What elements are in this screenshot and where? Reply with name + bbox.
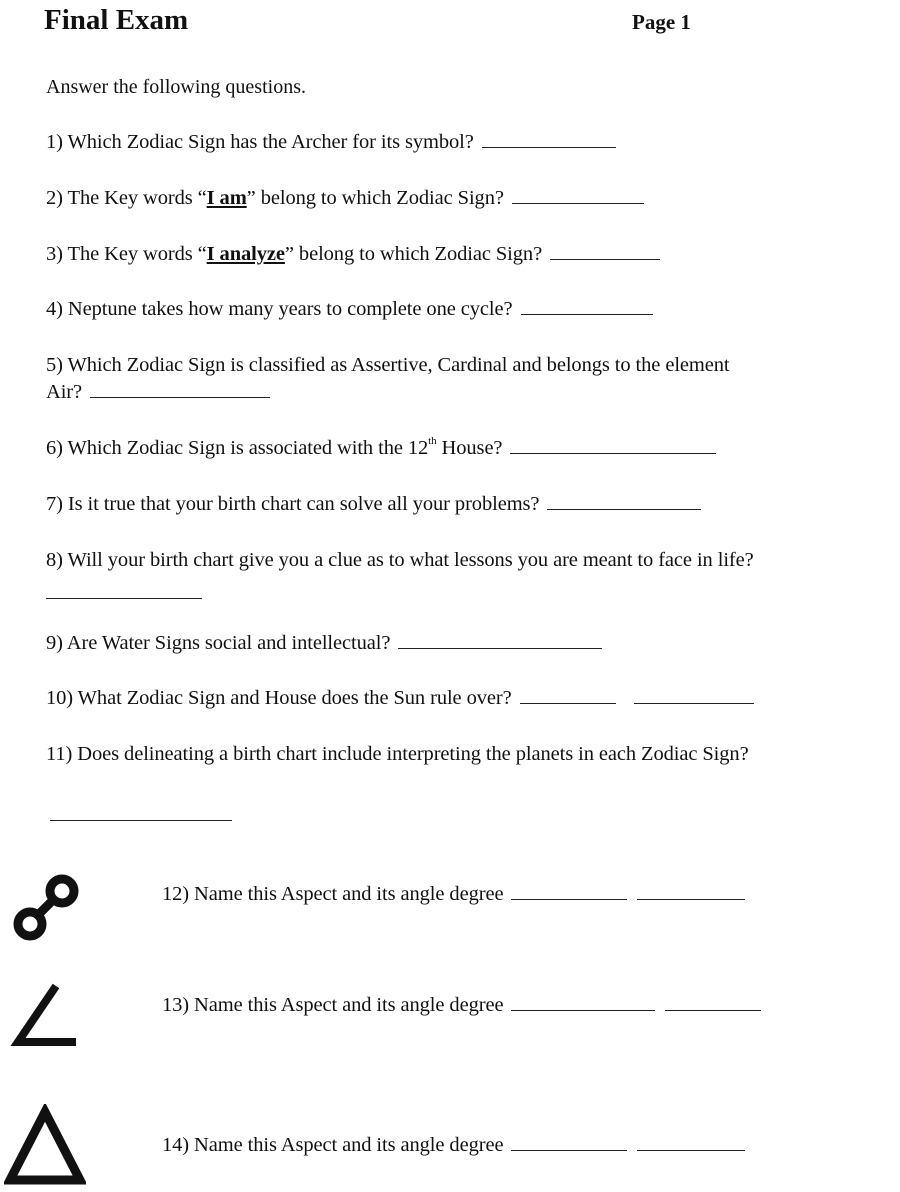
answer-blank-14b[interactable] [637,1149,745,1151]
question-2-text-pre: 2) The Key words “ [46,187,207,209]
question-11: 11) Does delineating a birth chart include interpreting the planets in each Zodiac Sign? [46,743,749,765]
question-5-text: Air? [46,381,83,403]
answer-blank-2[interactable] [512,202,644,204]
question-13-text: 13) Name this Aspect and its angle degree [162,994,504,1016]
answer-blank-1[interactable] [482,146,616,148]
question-9-text: 9) Are Water Signs social and intellectual? [46,632,391,654]
question-12 [162,883,745,906]
question-6-text-pre: 6) Which Zodiac Sign is associated with the 12 [46,437,429,459]
question-9 [46,632,602,655]
semi-square-icon [8,980,80,1052]
question-6-ordinal: th [428,435,437,447]
question-14-text: 14) Name this Aspect and its angle degree [162,1134,504,1156]
answer-blank-14a[interactable] [511,1149,627,1151]
trine-icon [4,1104,86,1186]
question-4 [46,298,653,321]
answer-blank-10b[interactable] [634,702,754,704]
page-number: Page 1 [632,10,691,34]
answer-blank-13a[interactable] [511,1009,655,1011]
question-2-text-post: ” belong to which Zodiac Sign? [246,187,504,209]
question-5-line-1: 5) Which Zodiac Sign is classified as Assertive, Cardinal and belongs to the element [46,354,730,376]
question-7-text: 7) Is it true that your birth chart can solve all your problems? [46,493,540,515]
answer-blank-5[interactable] [90,396,270,398]
question-4-text: 4) Neptune takes how many years to complete one cycle? [46,298,513,320]
answer-blank-12a[interactable] [511,898,627,900]
question-2 [46,187,644,210]
answer-blank-4[interactable] [521,313,653,315]
question-10-text: 10) What Zodiac Sign and House does the Sun rule over? [46,687,512,709]
question-13 [162,994,761,1017]
answer-blank-7[interactable] [547,508,701,510]
answer-blank-10a[interactable] [520,702,616,704]
answer-blank-12b[interactable] [637,898,745,900]
answer-blank-9[interactable] [398,647,602,649]
question-3 [46,243,660,266]
answer-blank-3[interactable] [550,258,660,260]
question-3-text-pre: 3) The Key words “ [46,243,207,265]
question-6-text-post: House? [436,437,503,459]
question-8: 8) Will your birth chart give you a clue as to what lessons you are meant to face in life? [46,549,754,571]
question-1-text: 1) Which Zodiac Sign has the Archer for its symbol? [46,131,474,153]
question-7 [46,493,701,516]
question-2-keyword: I am [206,187,247,209]
answer-blank-8[interactable] [46,598,202,599]
opposition-icon [6,870,86,946]
answer-blank-6[interactable] [510,452,716,454]
question-1 [46,131,616,154]
instructions: Answer the following questions. [46,76,306,98]
answer-blank-11[interactable] [50,820,232,821]
question-14 [162,1134,745,1157]
question-6 [46,437,716,460]
question-5-line-2 [46,381,270,404]
question-10 [46,687,754,710]
exam-title: Final Exam [44,4,189,36]
question-3-keyword: I analyze [206,243,285,265]
question-3-text-post: ” belong to which Zodiac Sign? [284,243,543,265]
answer-blank-13b[interactable] [665,1009,761,1011]
question-12-text: 12) Name this Aspect and its angle degree [162,883,504,905]
